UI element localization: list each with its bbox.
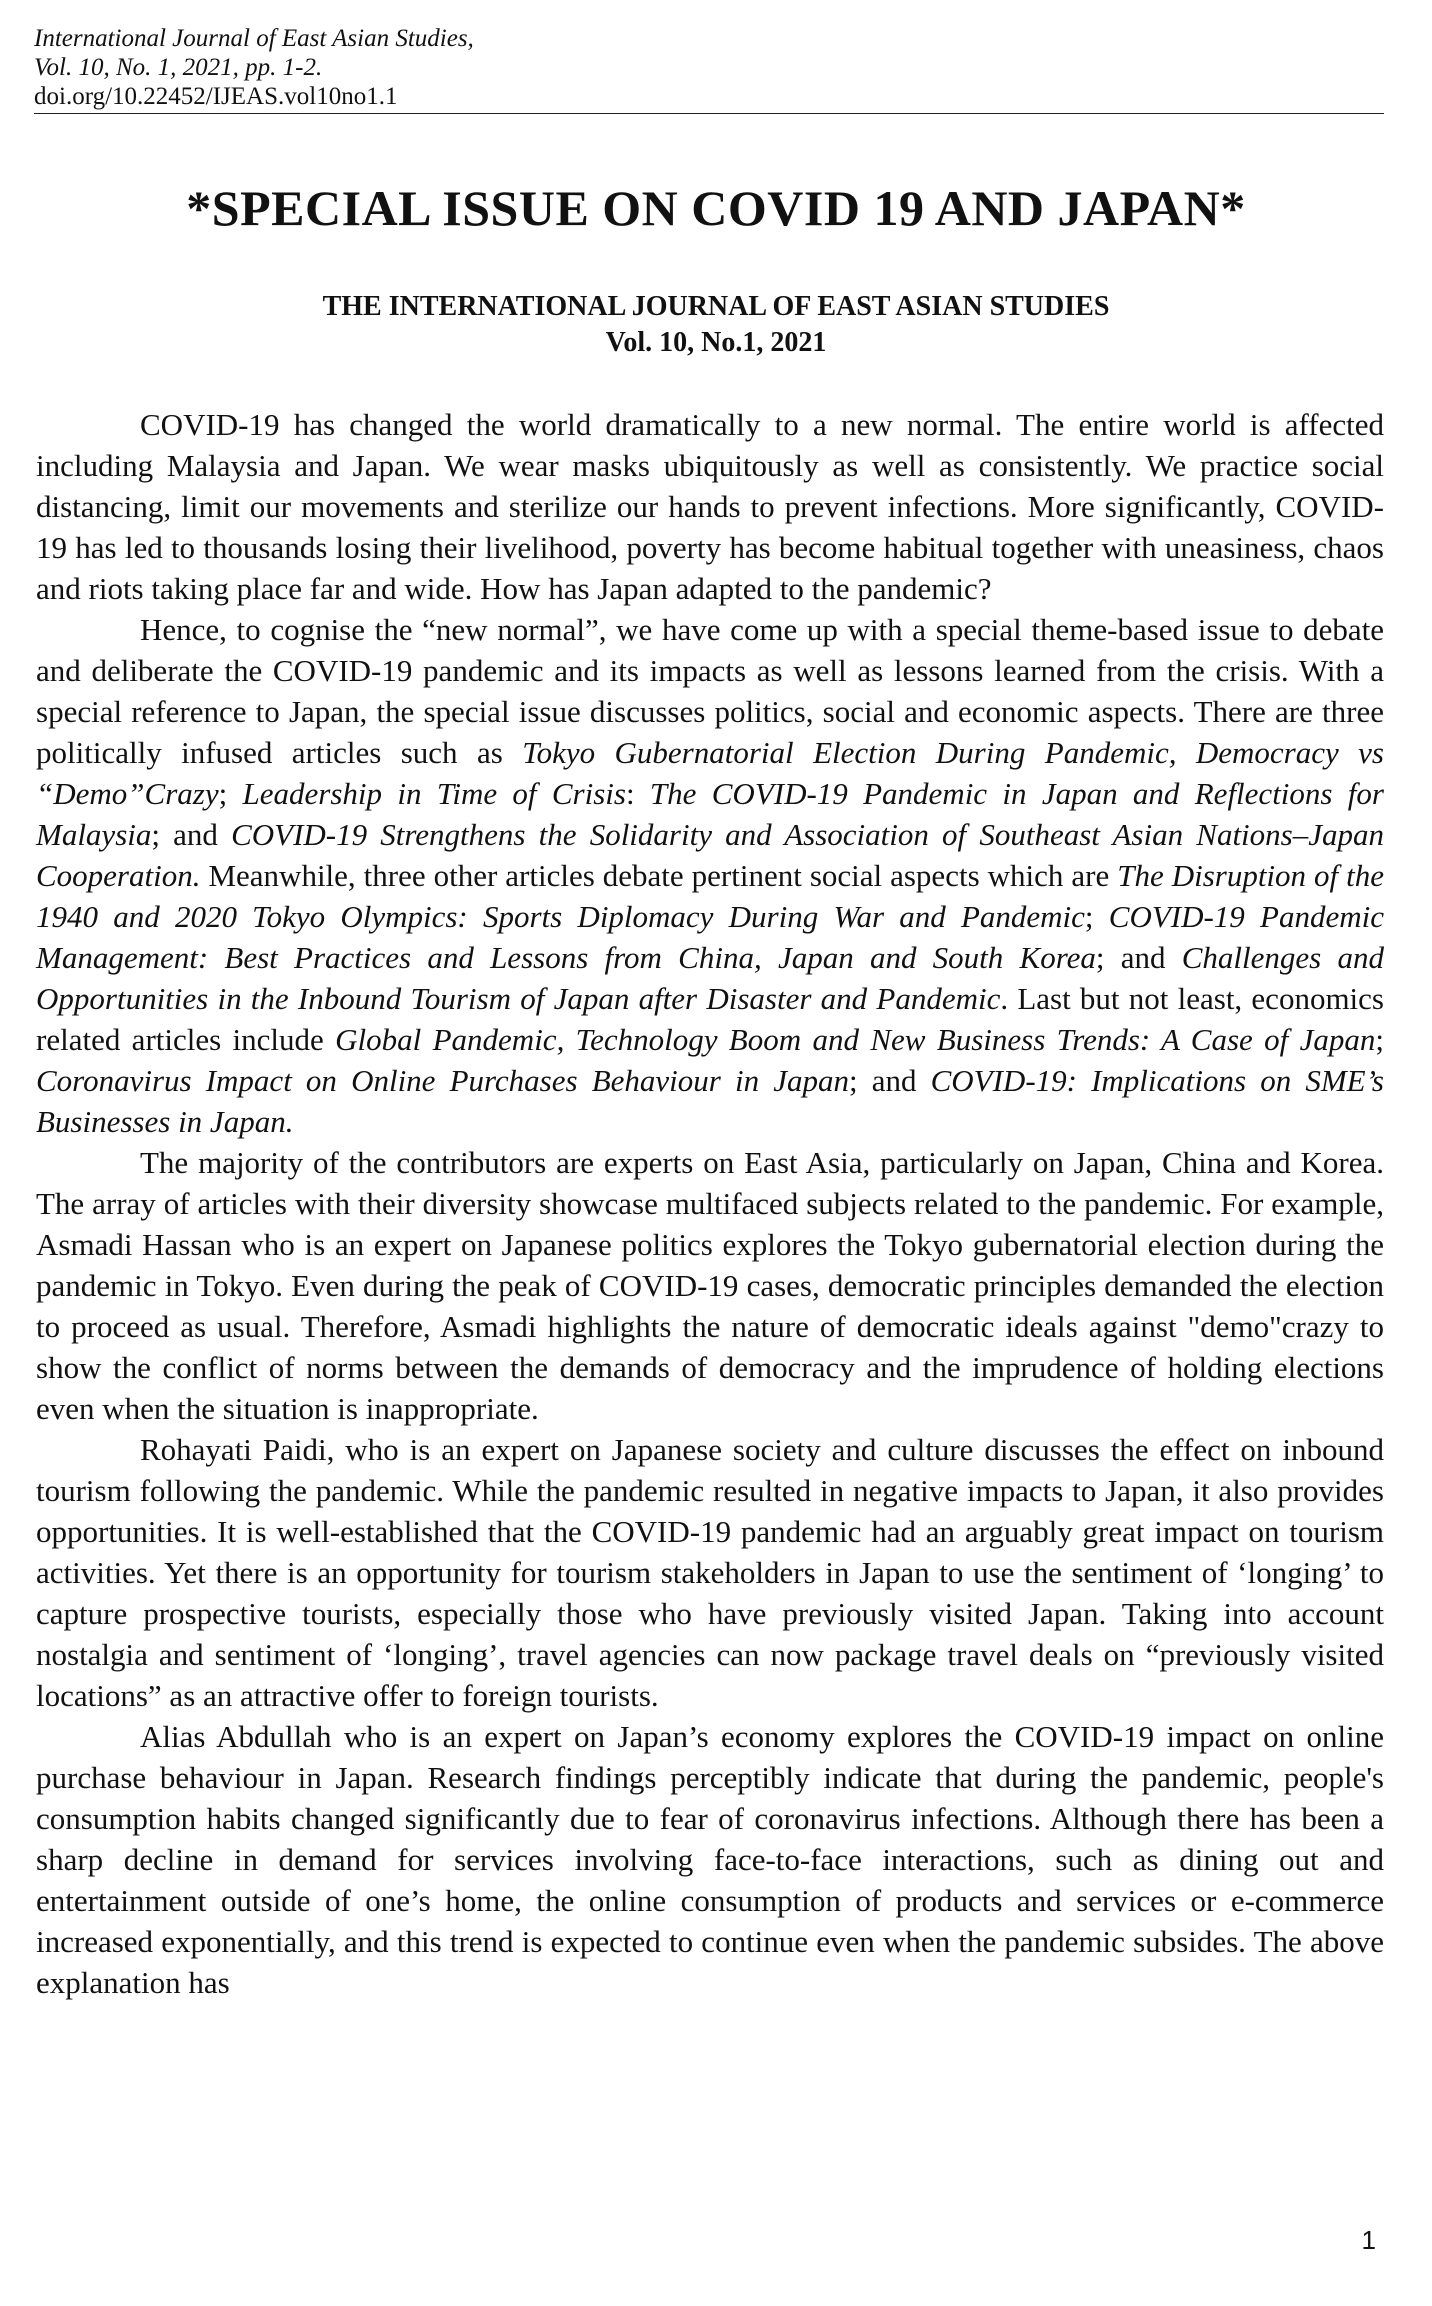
paragraph-3: The majority of the contributors are experts on East Asia, particularly on Japan, China and Korea. The array of articles with their diversity showcase multifaced subjects related to the pandemic. For example, Asmadi Hassan who is an expert on Japanese politics explores the Tokyo gubernatorial election during the pandemic in Tokyo. Even during the peak of COVID-19 cases, democratic principles demanded the election to proceed as usual. Therefore, Asmadi highlights the nature of democratic ideals against "demo"crazy to show the conflict of norms between the demands of democracy and the imprudence of holding elections even when the situation is inappropriate. — [36, 1145, 1384, 1426]
article-title: Tokyo Gubernatorial Election During Pandemic, Democracy vs “Demo”Crazy — [36, 735, 1384, 811]
subtitle-volume: Vol. 10, No.1, 2021 — [605, 327, 827, 358]
running-header — [34, 24, 1384, 114]
article-title: The Disruption of the 1940 and 2020 Tokyo Olympics: Sports Diplomacy During War and Pandemic — [36, 858, 1385, 934]
paragraph-4: Rohayati Paidi, who is an expert on Japanese society and culture discusses the effect on inbound tourism following the pandemic. While the pandemic resulted in negative impacts to Japan, it also provides opportunities. It is well-established that the COVID-19 pandemic had an arguably great impact on tourism activities. Yet there is an opportunity for tourism stakeholders in Japan to use the sentiment of ‘longing’ to capture prospective tourists, especially those who have previously visited Japan. Taking into account nostalgia and sentiment of ‘longing’, travel agencies can now package travel deals on “previously visited locations” as an attractive offer to foreign tourists. — [36, 1432, 1384, 1713]
page-title: *SPECIAL ISSUE ON COVID 19 AND JAPAN* — [186, 180, 1246, 236]
doi-link[interactable]: doi.org/10.22452/IJEAS.vol10no1.1 — [34, 83, 398, 110]
article-title: COVID-19 Pandemic Management: Best Practices and Lessons from China, Japan and South Korea — [36, 899, 1384, 975]
volume-citation: Vol. 10, No. 1, 2021, pp. 1-2. — [34, 54, 323, 81]
p2-text: : — [625, 776, 650, 811]
journal-citation: International Journal of East Asian Studies, — [34, 25, 474, 52]
article-title: COVID-19 Strengthens the Solidarity and Association of Southeast Asian Nations–Japan Cooperation. — [36, 817, 1384, 893]
p2-text: ; and — [1095, 940, 1182, 975]
p2-text: ; — [218, 776, 243, 811]
article-title: The COVID-19 Pandemic in Japan and Reflections for Malaysia — [36, 776, 1384, 852]
p2-text: Hence, to cognise the “new normal”, we have come up with a special theme-based issue to debate and deliberate the COVID-19 pandemic and its impacts as well as lessons learned from the crisis. With a special reference to Japan, the special issue discusses politics, social and economic aspects. There are three politically infused articles such as — [36, 612, 1384, 770]
journal-subtitle — [0, 289, 1432, 361]
article-title: Leadership in Time of Crisis — [242, 776, 626, 811]
paragraph-1: COVID-19 has changed the world dramatically to a new normal. The entire world is affected including Malaysia and Japan. We wear masks ubiquitously as well as consistently. We practice social distancing, limit our movements and sterilize our hands to prevent infections. More significantly, COVID-19 has led to thousands losing their livelihood, poverty has become habitual together with uneasiness, chaos and riots taking place far and wide. How has Japan adapted to the pandemic? — [36, 407, 1384, 606]
paragraph-2 — [36, 609, 1384, 1142]
p2-text: ; and — [848, 1063, 931, 1098]
article-body — [36, 404, 1384, 2003]
p2-text: Meanwhile, three other articles debate pertinent social aspects which are — [200, 858, 1118, 893]
article-title: Coronavirus Impact on Online Purchases Behaviour in Japan — [36, 1063, 849, 1098]
p2-text: ; — [1375, 1022, 1384, 1057]
p2-text: ; — [1084, 899, 1109, 934]
article-title: COVID-19: Implications on SME’s Businesses in Japan. — [36, 1063, 1384, 1139]
subtitle-journal-name: THE INTERNATIONAL JOURNAL OF EAST ASIAN STUDIES — [322, 291, 1110, 322]
p2-text: ; and — [151, 817, 232, 852]
article-title: Global Pandemic, Technology Boom and New Business Trends: A Case of Japan — [335, 1022, 1376, 1057]
article-title: Challenges and Opportunities in the Inbound Tourism of Japan after Disaster and Pandemic — [36, 940, 1384, 1016]
p2-text: . Last but not least, economics related articles include — [36, 981, 1384, 1057]
page-number: 1 — [1361, 2225, 1376, 2255]
paragraph-5: Alias Abdullah who is an expert on Japan’s economy explores the COVID-19 impact on online purchase behaviour in Japan. Research findings perceptibly indicate that during the pandemic, people's consumption habits changed significantly due to fear of coronavirus infections. Although there has been a sharp decline in demand for services involving face-to-face interactions, such as dining out and entertainment outside of one’s home, the online consumption of products and services or e-commerce increased exponentially, and this trend is expected to continue even when the pandemic subsides. The above explanation has — [36, 1719, 1384, 2000]
